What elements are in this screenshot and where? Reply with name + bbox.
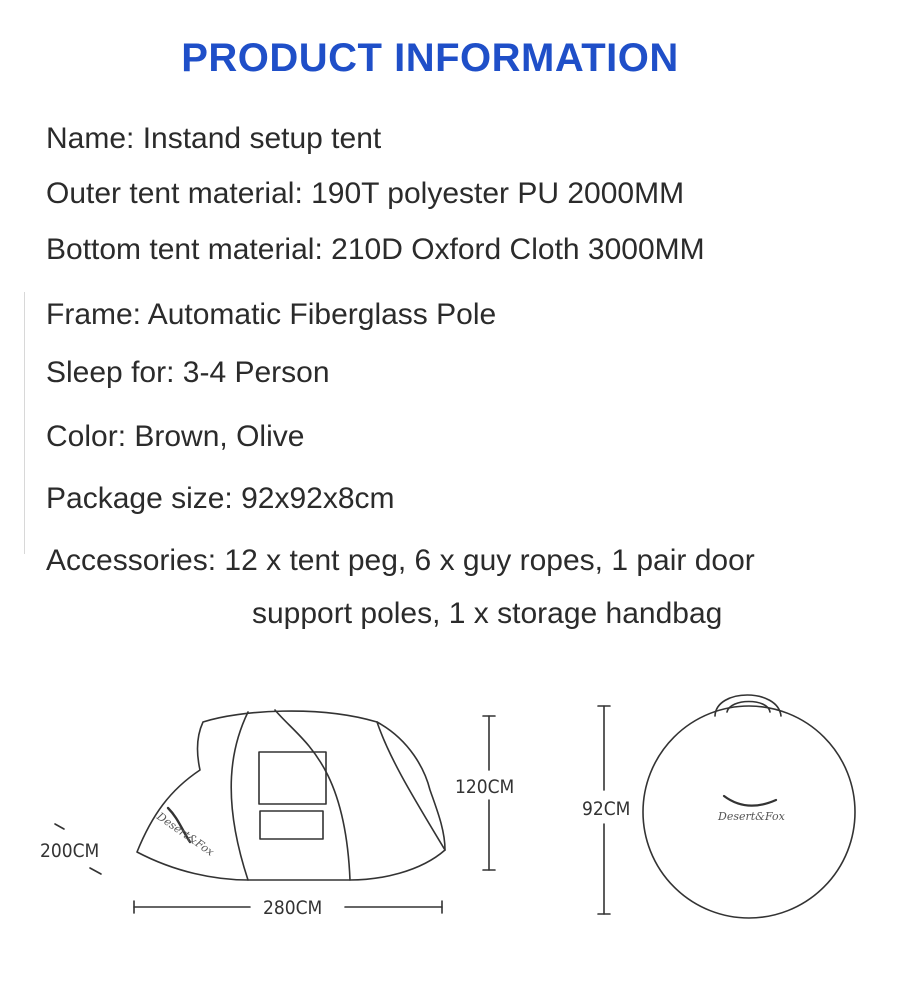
spec-label: Frame:: [46, 298, 142, 331]
tent-outline: [137, 711, 445, 880]
spec-value: 92x92x8cm: [241, 482, 395, 515]
spec-value: Instand setup tent: [142, 122, 382, 155]
bag-diameter-label: 92CM: [582, 798, 631, 820]
spec-label: Accessories:: [46, 544, 217, 577]
spec-value: 210D Oxford Cloth 3000MM: [331, 233, 705, 266]
page-title: PRODUCT INFORMATION: [181, 36, 679, 80]
tent-logo-text: Desert&Fox: [154, 809, 217, 859]
tent-door-panel: [260, 811, 323, 839]
spec-value: Brown, Olive: [134, 420, 305, 453]
spec-label: Sleep for:: [46, 356, 175, 389]
tent-fold-right: [275, 710, 350, 880]
spec-value: 190T polyester PU 2000MM: [311, 177, 685, 210]
spec-label: Outer tent material:: [46, 177, 303, 210]
tent-width-label: 280CM: [263, 897, 323, 919]
spec-label: Name:: [46, 122, 135, 155]
tent-fold-far-right: [377, 722, 445, 850]
spec-label: Bottom tent material:: [46, 233, 323, 266]
depth-tick-bottom: [90, 868, 101, 874]
bag-logo-swoosh: [724, 796, 776, 806]
spec-accessories-continuation: support poles, 1 x storage handbag: [252, 597, 723, 630]
depth-tick-top: [55, 824, 64, 829]
spec-label: Color:: [46, 420, 127, 453]
bag-logo-text: Desert&Fox: [718, 810, 785, 823]
spec-value: Automatic Fiberglass Pole: [147, 298, 497, 331]
spec-value: 3-4 Person: [182, 356, 330, 389]
tent-fold-left: [231, 712, 248, 880]
tent-window: [259, 752, 326, 804]
spec-value: 12 x tent peg, 6 x guy ropes, 1 pair door: [224, 544, 755, 577]
tent-height-label: 120CM: [455, 776, 515, 798]
spec-label: Package size:: [46, 482, 233, 515]
tent-depth-label: 200CM: [40, 840, 100, 862]
